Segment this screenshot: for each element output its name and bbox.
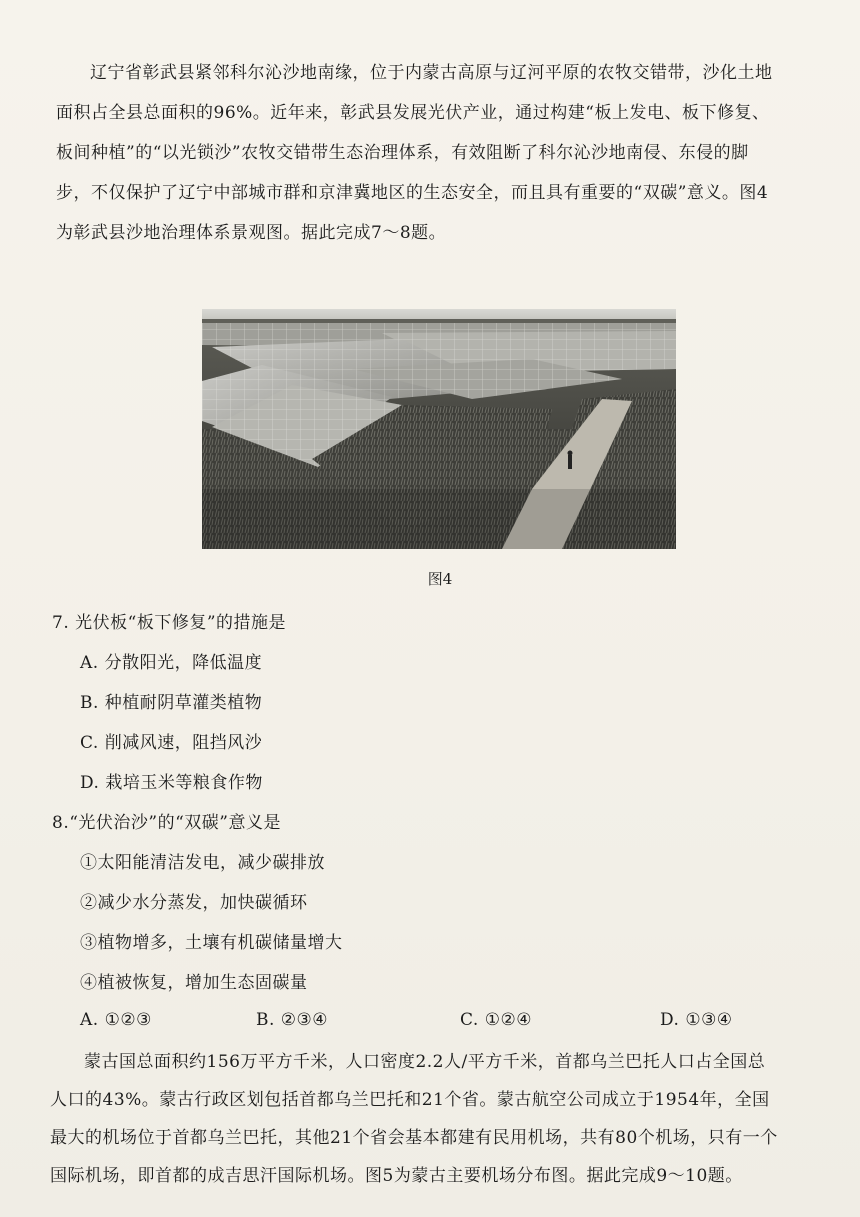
intro-passage xyxy=(56,53,826,253)
mongolia-line: 最大的机场位于首都乌兰巴托，其他21个省会基本都建有民用机场，共有80个机场，只有一个 xyxy=(50,1128,778,1148)
question-7-option-c: C. 削减风速，阻挡风沙 xyxy=(80,733,263,753)
mongolia-line: 国际机场，即首都的成吉思汗国际机场。图5为蒙古主要机场分布图。据此完成9～10题。 xyxy=(50,1166,743,1186)
solar-landscape-photo xyxy=(202,309,676,549)
question-7-option-a: A. 分散阳光，降低温度 xyxy=(80,653,263,673)
question-7-option-b: B. 种植耐阴草灌类植物 xyxy=(80,693,263,713)
question-8-choice-b: B. ②③④ xyxy=(256,1010,329,1030)
intro-line: 面积占全县总面积的96%。近年来，彰武县发展光伏产业，通过构建“板上发电、板下修复、 xyxy=(56,103,770,123)
question-8-choice-d: D. ①③④ xyxy=(660,1010,733,1030)
page-bottom-edge xyxy=(196,1204,756,1214)
question-8-statement-1: ①太阳能清洁发电，减少碳排放 xyxy=(80,853,325,873)
question-7-stem: 7. 光伏板“板下修复”的措施是 xyxy=(52,613,287,633)
question-8-statement-2: ②减少水分蒸发，加快碳循环 xyxy=(80,893,308,913)
intro-line: 步，不仅保护了辽宁中部城市群和京津冀地区的生态安全，而且具有重要的“双碳”意义。图4 xyxy=(56,183,769,203)
question-8-stem: 8.“光伏治沙”的“双碳”意义是 xyxy=(52,813,281,833)
figure-caption: 图4 xyxy=(427,570,453,588)
intro-line: 为彰武县沙地治理体系景观图。据此完成7～8题。 xyxy=(56,223,447,243)
intro-line: 板间种植”的“以光锁沙”农牧交错带生态治理体系，有效阻断了科尔沁沙地南侵、东侵的脚 xyxy=(56,143,749,163)
intro-line: 辽宁省彰武县紧邻科尔沁沙地南缘，位于内蒙古高原与辽河平原的农牧交错带，沙化土地 xyxy=(90,63,773,83)
mongolia-line: 蒙古国总面积约156万平方千米，人口密度2.2人/平方千米，首都乌兰巴托人口占全国总 xyxy=(84,1052,766,1072)
mongolia-line: 人口的43%。蒙古行政区划包括首都乌兰巴托和21个省。蒙古航空公司成立于1954年，全国 xyxy=(50,1090,770,1110)
mongolia-passage xyxy=(50,1043,826,1195)
question-8-statement-3: ③植物增多，土壤有机碳储量增大 xyxy=(80,933,343,953)
question-8-choice-c: C. ①②④ xyxy=(460,1010,532,1030)
question-8-choice-a: A. ①②③ xyxy=(80,1010,152,1030)
question-7-option-d: D. 栽培玉米等粮食作物 xyxy=(80,773,263,793)
question-8-statement-4: ④植被恢复，增加生态固碳量 xyxy=(80,973,308,993)
